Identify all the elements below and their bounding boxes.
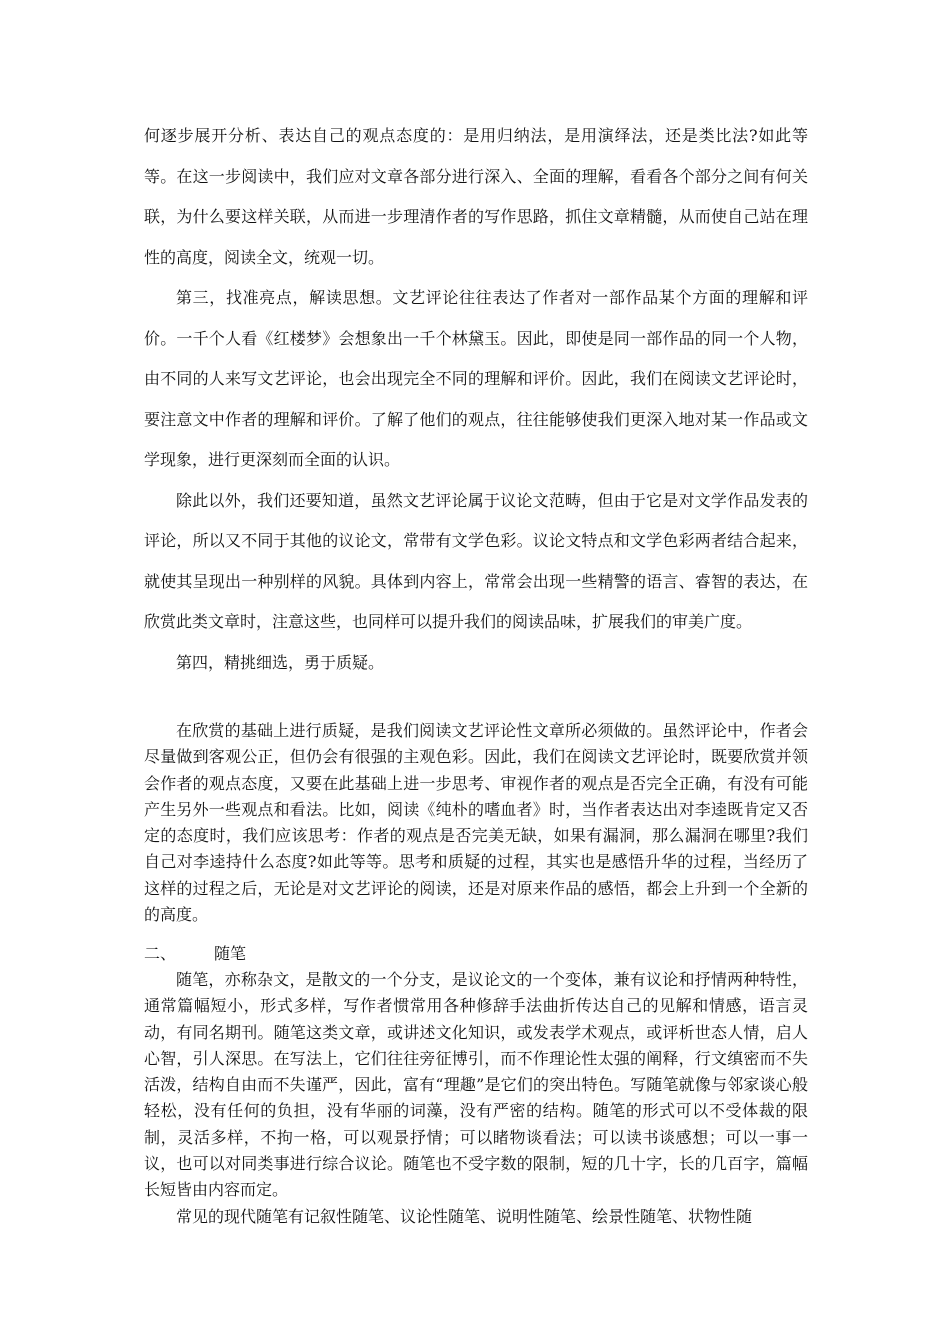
part-one-body: [144, 116, 808, 683]
paragraph-literary-color: 除此以外，我们还要知道，虽然文艺评论属于议论文范畴，但由于它是对文学作品发表的评论，所以又不同于其他的议论文，常带有文学色彩。议论文特点和文学色彩两者结合起来，就使其呈现出一种别样的风貌。具体到内容上，常常会出现一些精警的语言、睿智的表达，在欣赏此类文章时，注意这些，也同样可以提升我们的阅读品味，扩展我们的审美广度。: [144, 490, 808, 631]
section-heading-essay: [144, 941, 246, 967]
paragraph-third-point: 第三，找准亮点，解读思想。文艺评论往往表达了作者对一部作品某个方面的理解和评价。一千个人看《红楼梦》会想象出一千个林黛玉。因此，即使是同一部作品的同一个人物，由不同的人来写文艺评论，也会出现完全不同的理解和评价。因此，我们在阅读文艺评论时，要注意文中作者的理解和评价。了解了他们的观点，往往能够使我们更深入地对某一作品或文学现象，进行更深刻而全面的认识。: [144, 288, 808, 469]
section-number: 二、: [144, 944, 177, 963]
part-two-body: [144, 967, 808, 1230]
paragraph-essay-definition: 随笔，亦称杂文，是散文的一个分支，是议论文的一个变体，兼有议论和抒情两种特性，通常篇幅短小，形式多样，写作者惯常用各种修辞手法曲折传达自己的见解和情感，语言灵动，有同名期刊。随笔这类文章，或讲述文化知识，或发表学术观点，或评析世态人情，启人心智，引人深思。在写法上，它们往往旁征博引，而不作理论性太强的阐释，行文缜密而不失活泼，结构自由而不失谨严，因此，富有“理趣”是它们的突出特色。写随笔就像与邻家谈心般轻松，没有任何的负担，没有华丽的词藻，没有严密的结构。随笔的形式可以不受体裁的限制，灵活多样，不拘一格，可以观景抒情；可以睹物谈看法；可以读书谈感想；可以一事一议，也可以对同类事进行综合议论。随笔也不受字数的限制，短的几十字，长的几百字，篇幅长短皆由内容而定。: [144, 970, 808, 1200]
paragraph-analysis-continued: 何逐步展开分析、表达自己的观点态度的：是用归纳法，是用演绎法，还是类比法?如此等等。在这一步阅读中，我们应对文章各部分进行深入、全面的理解，看看各个部分之间有何关联，为什么要这样关联，从而进一步理清作者的写作思路，抓住文章精髓，从而使自己站在理性的高度，阅读全文，统观一切。: [144, 126, 808, 267]
section-title: 随笔: [214, 944, 247, 963]
paragraph-essay-types: 常见的现代随笔有记叙性随笔、议论性随笔、说明性随笔、绘景性随笔、状物性随: [176, 1206, 753, 1226]
paragraph-questioning: 在欣赏的基础上进行质疑，是我们阅读文艺评论性文章所必须做的。虽然评论中，作者会尽量做到客观公正，但仍会有很强的主观色彩。因此，我们在阅读文艺评论时，既要欣赏并领会作者的观点态度，又要在此基础上进一步思考、审视作者的观点是否完全正确，有没有可能产生另外一些观点和看法。比如，阅读《纯朴的嗜血者》时，当作者表达出对李逵既肯定又否定的态度时，我们应该思考：作者的观点是否完美无缺，如果有漏洞，那么漏洞在哪里?我们自己对李逵持什么态度?如此等等。思考和质疑的过程，其实也是感悟升华的过程，当经历了这样的过程之后，无论是对文艺评论的阅读，还是对原来作品的感悟，都会上升到一个全新的的高度。: [144, 721, 808, 925]
paragraph-fourth-point: 第四，精挑细选，勇于质疑。: [176, 652, 385, 672]
